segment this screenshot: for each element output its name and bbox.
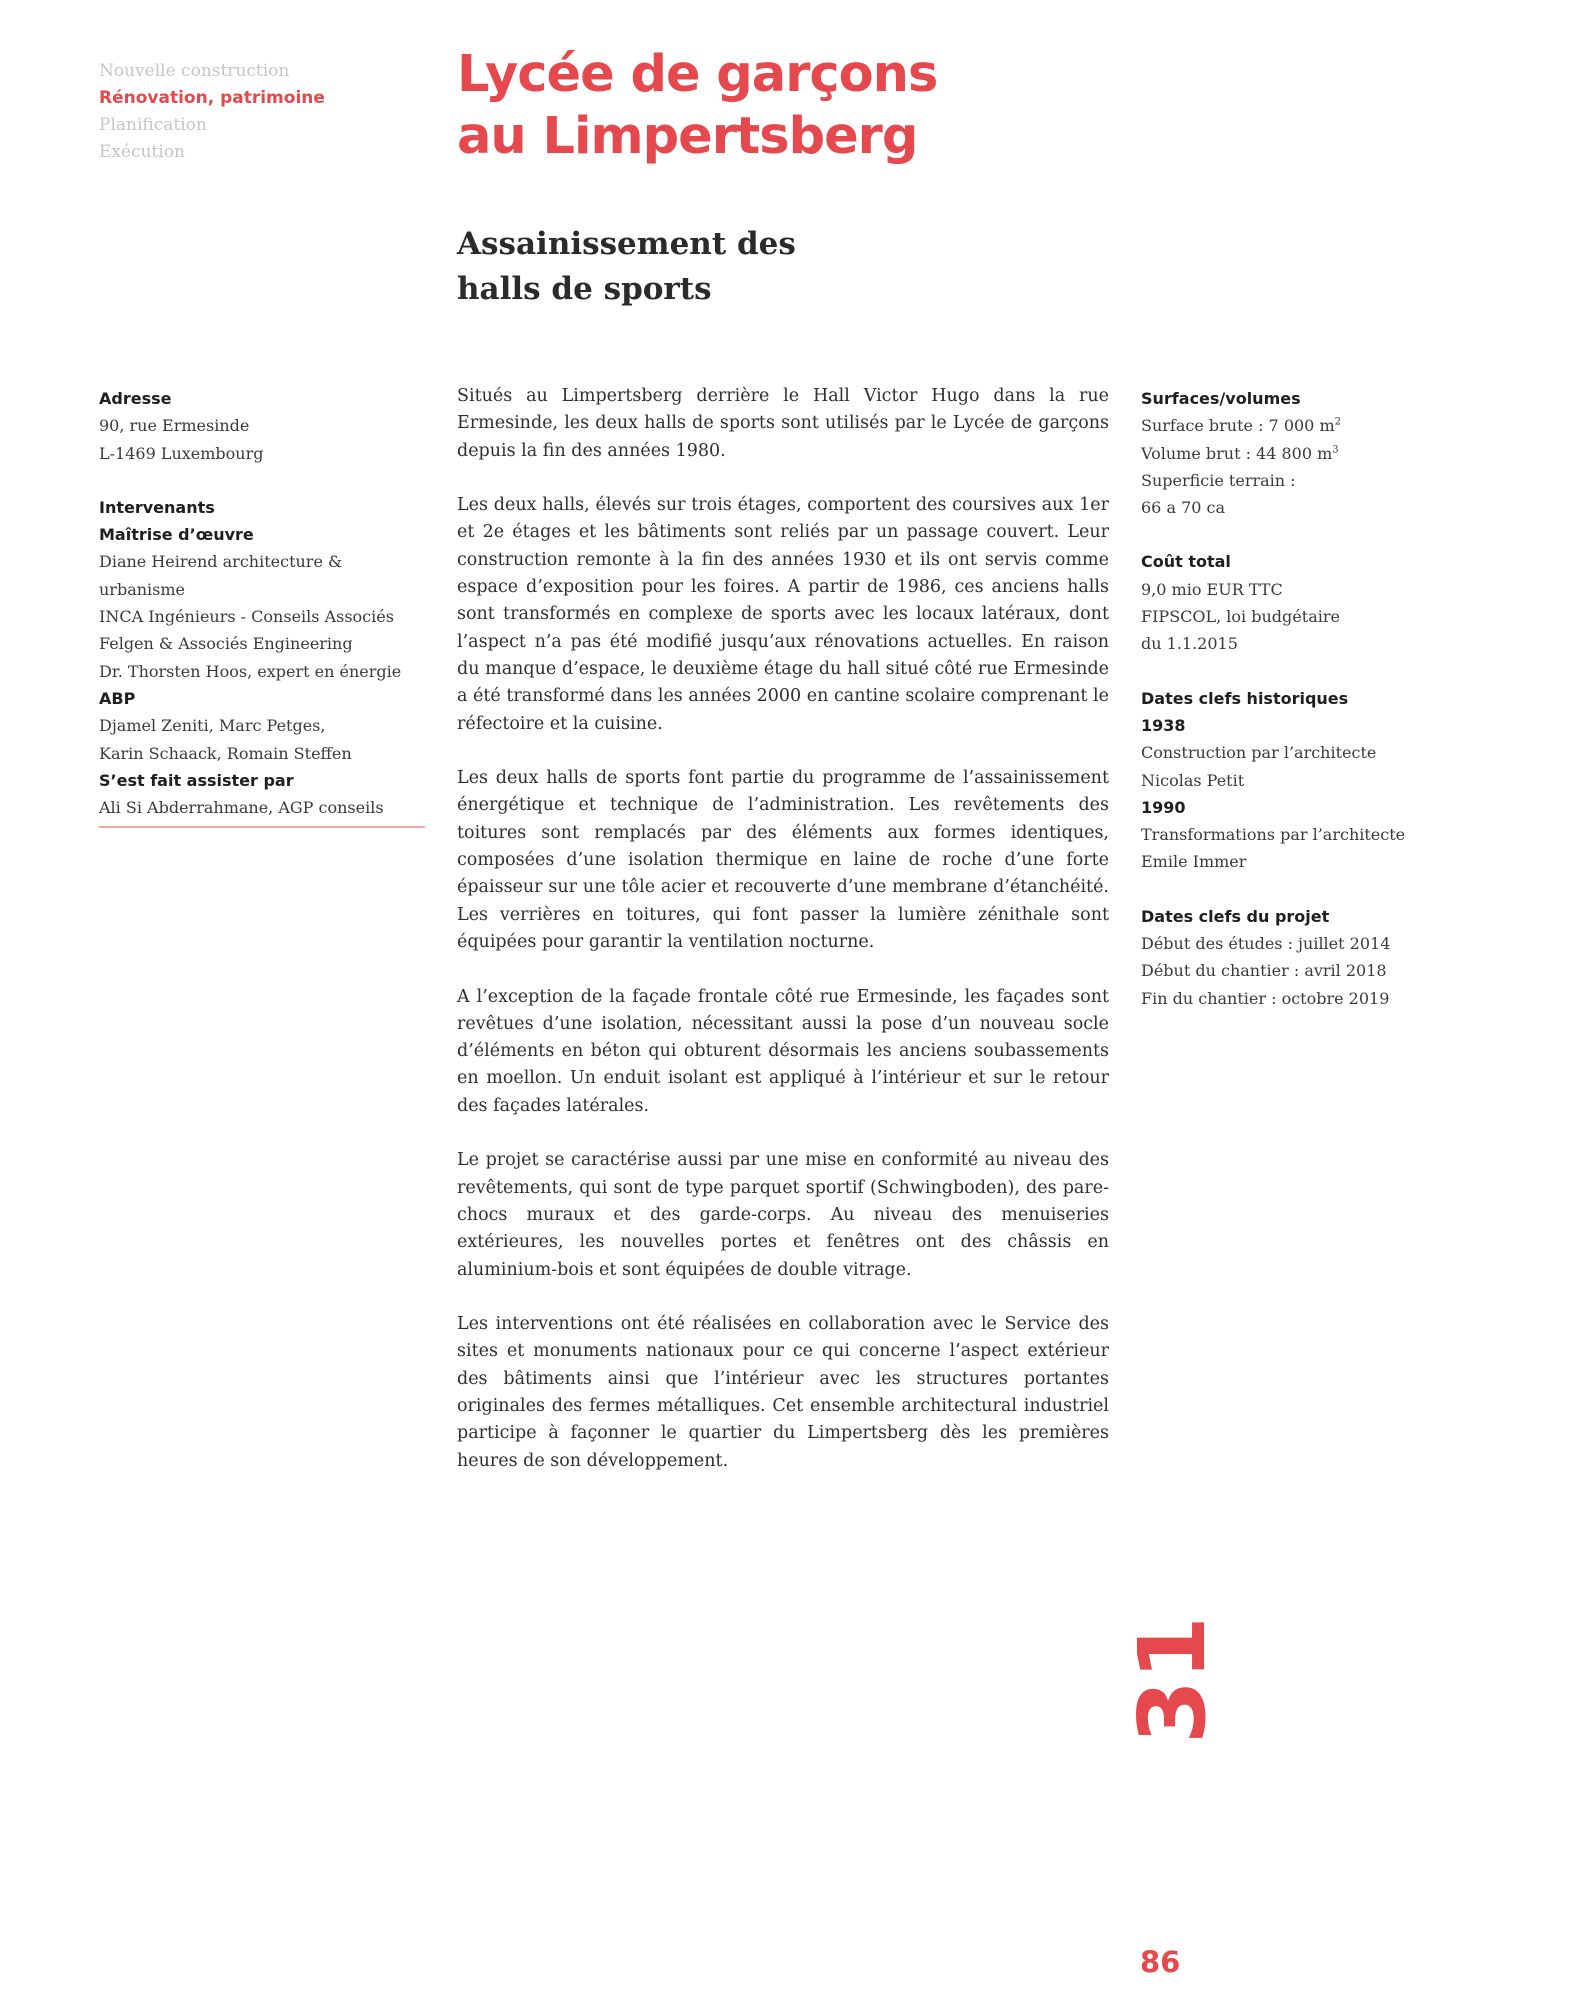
projet-line: Fin du chantier : octobre 2019: [1141, 988, 1390, 1008]
abp-line: Karin Schaack, Romain Steffen: [99, 743, 352, 763]
surface-brute: [1141, 412, 1471, 439]
maitrise-line: Dr. Thorsten Hoos, expert en énergie: [99, 661, 402, 681]
category-execution: Exécution: [99, 142, 185, 162]
maitrise-line: INCA Ingénieurs - Conseils Associés: [99, 607, 394, 627]
maitrise-line: urbanisme: [99, 579, 186, 599]
info-right-column: [1141, 385, 1471, 1012]
project-number-text: 31: [1119, 1615, 1226, 1745]
projet-line: Début des études : juillet 2014: [1141, 934, 1391, 954]
intervenants-heading: Intervenants: [99, 497, 215, 517]
info-left-column: [99, 385, 429, 821]
category-renovation-patrimoine: Rénovation, patrimoine: [99, 88, 325, 108]
subtitle-line-2: halls de sports: [457, 271, 712, 307]
surface-brute-text: Surface brute : 7 000 m: [1141, 416, 1335, 436]
adresse-heading: Adresse: [99, 389, 172, 408]
adresse-line: L-1469 Luxembourg: [99, 443, 264, 463]
body-text: [457, 383, 1109, 1502]
maitrise-line: Diane Heirend architecture &: [99, 552, 343, 572]
assist-line: Ali Si Abderrahmane, AGP conseils: [99, 798, 384, 818]
volume-brut-exponent: 3: [1332, 444, 1339, 456]
volume-brut: [1141, 440, 1471, 467]
cout-line: du 1.1.2015: [1141, 634, 1238, 654]
hist-year: 1938: [1141, 715, 1186, 735]
cout-heading: Coût total: [1141, 552, 1231, 572]
category-nouvelle-construction: Nouvelle construction: [99, 61, 290, 81]
adresse-line: 90, rue Ermesinde: [99, 416, 250, 436]
page-subtitle: [457, 222, 796, 312]
cout-line: FIPSCOL, loi budgétaire: [1141, 607, 1340, 627]
body-paragraph: Les interventions ont été réalisées en collaboration avec le Service des sites et monuments nationaux pour ce qui concerne l’aspect extérieur des bâtiments ainsi que l’intérieur avec les structures portantes originales des fermes métalliques. Cet ensemble architectural industriel participe à façonner le quartier du Limpertsberg dès les premières heures de son développement.: [457, 1314, 1109, 1471]
body-paragraph: Les deux halls de sports font partie du programme de l’assainissement énergétique et technique de l’administration. Les revêtements des toitures sont remplacés par des éléments aux formes identiques, composées d’une isolation thermique en laine de roche d’une forte épaisseur sur une tôle acier et recouverte d’une membrane d’étanchéité. Les verrières en toitures, qui font passer la lumière zénithale sont équipées pour garantir la ventilation nocturne.: [457, 768, 1109, 952]
surfaces-heading: Surfaces/volumes: [1141, 389, 1301, 408]
category-planification: Planification: [99, 115, 207, 135]
hist-line: Construction par l’architecte: [1141, 743, 1377, 763]
project-number: [1119, 1610, 1258, 1750]
category-list: [99, 58, 325, 166]
hist-line: Emile Immer: [1141, 852, 1247, 872]
surface-brute-exponent: 2: [1334, 416, 1341, 428]
projet-heading: Dates clefs du projet: [1141, 906, 1330, 926]
assist-heading: S’est fait assister par: [99, 770, 294, 790]
hist-year: 1990: [1141, 797, 1186, 817]
cout-line: 9,0 mio EUR TTC: [1141, 579, 1283, 599]
body-paragraph: Le projet se caractérise aussi par une mise en conformité au niveau des revêtements, qui sont de type parquet sportif (Schwingboden), des pare-chocs muraux et des garde-corps. Au niveau des menuiseries extérieures, les nouvelles portes et fenêtres ont des châssis en aluminium-bois et sont équipées de double vitrage.: [457, 1150, 1109, 1280]
volume-brut-text: Volume brut : 44 800 m: [1141, 443, 1333, 463]
title-line-2: au Limpertsberg: [457, 107, 918, 166]
hist-line: Transformations par l’architecte: [1141, 825, 1406, 845]
page-title: [457, 44, 937, 168]
superficie-line: Superficie terrain :: [1141, 470, 1296, 490]
abp-line: Djamel Zeniti, Marc Petges,: [99, 716, 326, 736]
abp-heading: ABP: [99, 688, 136, 708]
body-paragraph: Situés au Limpertsberg derrière le Hall Victor Hugo dans la rue Ermesinde, les deux halls de sports sont utilisés par le Lycée de garçons depuis la fin des années 1980.: [457, 386, 1109, 461]
hist-line: Nicolas Petit: [1141, 770, 1245, 790]
subtitle-line-1: Assainissement des: [457, 226, 796, 262]
body-paragraph: Les deux halls, élevés sur trois étages, comportent des coursives aux 1er et 2e étages et les bâtiments sont reliés par un passage couvert. Leur construction remonte à la fin des années 1930 et ils ont servis comme espace d’exposition pour les foires. A partir de 1986, ces anciens halls sont transformés en complexe de sports avec les locaux latéraux, dont l’aspect n’a pas été modifié jusqu’aux rénovations actuelles. En raison du manque d’espace, le deuxième étage du hall situé côté rue Ermesinde a été transformé dans les années 2000 en cantine scolaire comprenant le réfectoire et la cuisine.: [457, 495, 1109, 734]
body-paragraph: A l’exception de la façade frontale côté rue Ermesinde, les façades sont revêtues d’une isolation, nécessitant aussi la pose d’un nouveau socle d’éléments en béton qui obturent désormais les anciens soubassements en moellon. Un enduit isolant est appliqué à l’intérieur et sur le retour des façades latérales.: [457, 986, 1109, 1116]
projet-line: Début du chantier : avril 2018: [1141, 961, 1387, 981]
title-line-1: Lycée de garçons: [457, 45, 938, 104]
divider: [99, 826, 425, 828]
superficie-line: 66 a 70 ca: [1141, 498, 1226, 518]
hist-heading: Dates clefs historiques: [1141, 688, 1349, 708]
maitrise-heading: Maîtrise d’œuvre: [99, 525, 254, 545]
maitrise-line: Felgen & Associés Engineering: [99, 634, 353, 654]
page-number: 86: [1140, 1945, 1181, 1979]
